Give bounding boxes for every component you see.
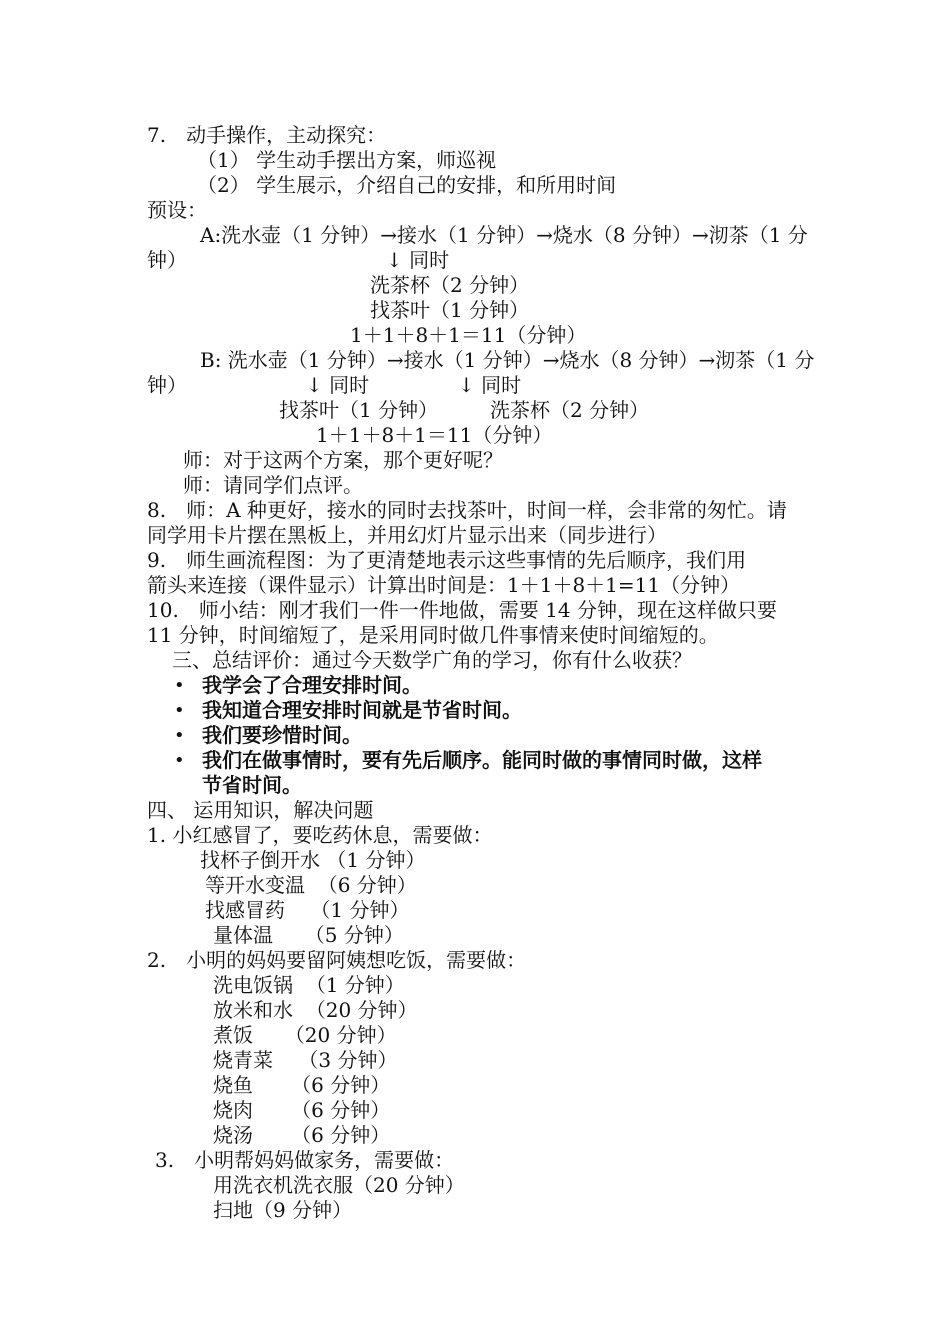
plan-a-tea: 找茶叶（1 分钟） bbox=[370, 298, 530, 322]
summary-bullet-3: 我们要珍惜时间。 bbox=[202, 723, 362, 747]
problem-3-title: 3. 小明帮妈妈做家务，需要做： bbox=[155, 1148, 455, 1172]
problem-2-item: 烧汤 （6 分钟） bbox=[213, 1123, 391, 1147]
section-9-line-2: 箭头来连接（课件显示）计算出时间是：1＋1＋8＋1=11（分钟） bbox=[147, 573, 741, 597]
summary-bullet-1: 我学会了合理安排时间。 bbox=[202, 673, 422, 697]
summary-bullet-2: 我知道合理安排时间就是节省时间。 bbox=[202, 698, 522, 722]
plan-b-arrow-2: ↓ 同时 bbox=[458, 373, 522, 397]
plan-a-flow-wrap: 钟） bbox=[147, 248, 187, 272]
plan-a-arrow: ↓ 同时 bbox=[386, 248, 450, 272]
problem-3-item: 扫地（9 分钟） bbox=[213, 1198, 353, 1222]
problem-2-item: 煮饭 （20 分钟） bbox=[213, 1023, 397, 1047]
section-8-line-2: 同学用卡片摆在黑板上，并用幻灯片显示出来（同步进行） bbox=[147, 523, 667, 547]
plan-a-calc: 1＋1＋8＋1＝11（分钟） bbox=[350, 323, 587, 347]
problem-1-item: 等开水变温 （6 分钟） bbox=[205, 873, 417, 897]
apply-title: 四、 运用知识，解决问题 bbox=[147, 798, 374, 822]
summary-bullet-4-line-1: 我们在做事情时，要有先后顺序。能同时做的事情同时做，这样 bbox=[202, 748, 762, 772]
problem-2-item: 烧鱼 （6 分钟） bbox=[213, 1073, 391, 1097]
section-7-item-1: （1） 学生动手摆出方案，师巡视 bbox=[197, 148, 497, 172]
problem-1-item: 量体温 （5 分钟） bbox=[213, 923, 404, 947]
problem-1-title: 1. 小红感冒了，要吃药休息，需要做： bbox=[147, 823, 493, 847]
plan-b-tea: 找茶叶（1 分钟） bbox=[279, 398, 439, 422]
section-10-line-1: 10. 师小结：刚才我们一件一件地做，需要 14 分钟，现在这样做只要 bbox=[147, 598, 777, 622]
problem-2-item: 洗电饭锅 （1 分钟） bbox=[213, 973, 405, 997]
problem-2-item: 放米和水 （20 分钟） bbox=[213, 998, 418, 1022]
plan-b-arrow-1: ↓ 同时 bbox=[306, 373, 370, 397]
plan-b-cup: 洗茶杯（2 分钟） bbox=[490, 398, 650, 422]
problem-2-item: 烧肉 （6 分钟） bbox=[213, 1098, 391, 1122]
section-7-title: 7. 动手操作，主动探究： bbox=[147, 123, 387, 147]
summary-title: 三、总结评价：通过今天数学广角的学习，你有什么收获？ bbox=[172, 648, 692, 672]
bullet-icon: • bbox=[174, 700, 185, 721]
plan-a-cup: 洗茶杯（2 分钟） bbox=[370, 273, 530, 297]
section-9-line-1: 9. 师生画流程图：为了更清楚地表示这些事情的先后顺序，我们用 bbox=[147, 548, 747, 572]
section-10-line-2: 11 分钟，时间缩短了，是采用同时做几件事情来使时间缩短的。 bbox=[147, 623, 719, 647]
problem-2-item: 烧青菜 （3 分钟） bbox=[213, 1048, 398, 1072]
bullet-icon: • bbox=[174, 675, 185, 696]
problem-1-item: 找杯子倒开水 （1 分钟） bbox=[200, 848, 426, 872]
problem-2-title: 2. 小明的妈妈要留阿姨想吃饭，需要做： bbox=[147, 948, 527, 972]
teacher-question-2: 师：请同学们点评。 bbox=[183, 473, 363, 497]
teacher-question-1: 师：对于这两个方案，那个更好呢？ bbox=[183, 448, 503, 472]
bullet-icon: • bbox=[174, 725, 185, 746]
problem-1-item: 找感冒药 （1 分钟） bbox=[205, 898, 410, 922]
preset-label: 预设： bbox=[147, 198, 207, 222]
plan-b-flow: B: 洗水壶（1 分钟）→接水（1 分钟）→烧水（8 分钟）→沏茶（1 分 bbox=[200, 348, 815, 372]
problem-3-item: 用洗衣机洗衣服（20 分钟） bbox=[213, 1173, 465, 1197]
section-7-item-2: （2） 学生展示，介绍自己的安排，和所用时间 bbox=[197, 173, 617, 197]
plan-b-flow-wrap: 钟） bbox=[147, 373, 187, 397]
plan-b-calc: 1＋1＋8＋1＝11（分钟） bbox=[316, 423, 553, 447]
bullet-icon: • bbox=[174, 750, 185, 771]
summary-bullet-4-line-2: 节省时间。 bbox=[202, 773, 302, 797]
section-8-line-1: 8. 师：A 种更好，接水的同时去找茶叶，时间一样，会非常的匆忙。请 bbox=[147, 498, 787, 522]
plan-a-flow: A:洗水壶（1 分钟）→接水（1 分钟）→烧水（8 分钟）→沏茶（1 分 bbox=[200, 223, 808, 247]
